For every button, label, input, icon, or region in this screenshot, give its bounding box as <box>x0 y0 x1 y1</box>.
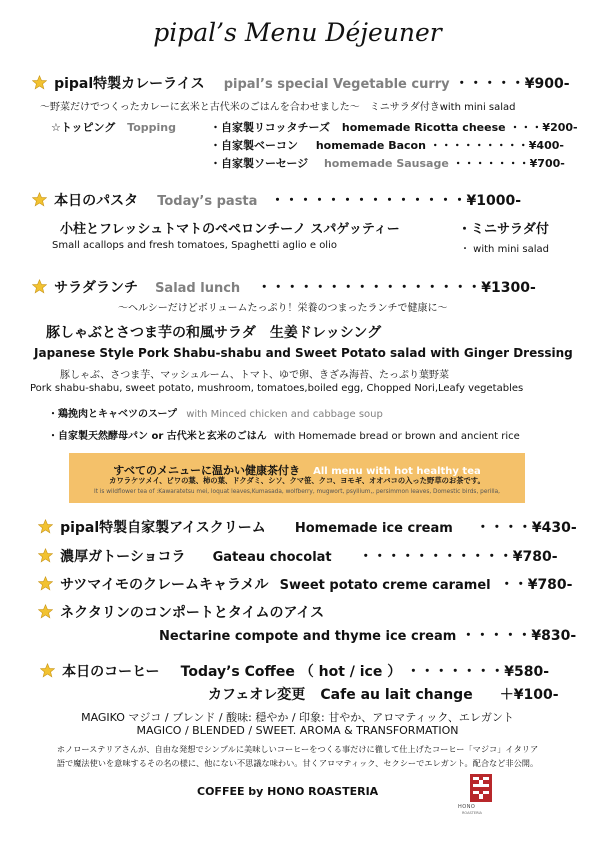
pasta-header <box>32 190 521 210</box>
pasta-price: ・・・・・・・・・・・・・・¥1000- <box>270 193 522 209</box>
hono-roasteria-logo <box>470 774 492 802</box>
dessert-jp: サツマイモのクレームキャラメル <box>60 577 269 593</box>
coffee-price: ・・・・・・・¥580- <box>406 664 550 680</box>
bread-en: with Homemade bread or brown and ancient rice <box>273 431 520 442</box>
salad-header <box>32 277 536 297</box>
topping-label-jp: ☆トッピング <box>51 121 116 134</box>
curry-name-en: pipal’s special Vegetable curry <box>223 77 450 92</box>
salad-bread <box>48 427 520 442</box>
dessert-row <box>38 602 324 622</box>
salad-name-en: Salad lunch <box>155 281 241 296</box>
star-icon <box>32 75 47 90</box>
star-icon <box>32 279 47 294</box>
coffee-desc-1: ホノローステリアさんが、自由な発想でシンプルに美味しいコーヒーをつくる事だけに徹して仕上げたコーヒー「マジコ」イタリア <box>56 744 539 754</box>
tea-notice <box>69 453 525 503</box>
coffee-desc-2: 語で魔法使いを意味するその名の様に、他にない不思議な味わい。甘くアロマティック、セクシーでエレガント。配合など非公開。 <box>56 758 539 768</box>
dessert-jp: pipal特製自家製アイスクリーム <box>60 520 266 536</box>
pasta-note-en: ・ with mini salad <box>460 244 549 255</box>
topping-price: ・・・・・・・¥700- <box>452 157 565 170</box>
tea-notice-en: All menu with hot healthy tea <box>313 466 481 477</box>
cafe-au-lait-row <box>208 684 559 704</box>
menu-title: pipal’s Menu Déjeuner <box>153 18 442 47</box>
pasta-dish-jp: 小柱とフレッシュトマトのペペロンチーノ スパゲッティー <box>60 222 400 237</box>
curry-name-jp: pipal特製カレーライス <box>54 76 205 92</box>
topping-en: homemade Sausage <box>323 157 449 170</box>
coffee-header <box>40 661 549 681</box>
topping-jp: ・自家製ベーコン <box>210 139 298 152</box>
coffee-name-en: Today’s Coffee （ hot / ice ） <box>180 664 402 680</box>
pasta-dish-en: Small acallops and fresh tomatoes, Spaghetti aglio e olio <box>52 240 337 251</box>
pasta-name-en: Today’s pasta <box>157 194 258 209</box>
salad-dish-en: Japanese Style Pork Shabu-shabu and Sweet Potato salad with Ginger Dressing <box>34 346 573 360</box>
cafe-au-lait-en: Cafe au lait change <box>320 687 473 703</box>
dessert-en: Sweet potato creme caramel <box>279 578 491 593</box>
dessert-price: ・・・・¥430- <box>475 520 577 536</box>
blend-jp: MAGIKO マジコ / ブレンド / 酸味: 穏やか / 印象: 甘やか、アロマティック、エレガント <box>81 711 514 724</box>
pasta-name-jp: 本日のパスタ <box>54 193 139 209</box>
tea-notice-jp-detail: カワラケツメイ、ビワの葉、柿の葉、ドクダミ、シソ、クマ笹、クコ、ヨモギ、オオバコの入った野草のお茶です。 <box>109 476 485 485</box>
coffee-credit: COFFEE by HONO ROASTERIA <box>197 785 379 798</box>
topping-jp: ・自家製リコッタチーズ <box>210 121 331 134</box>
dessert-row <box>38 546 558 566</box>
star-icon <box>38 548 53 563</box>
topping-price: ・・・¥200- <box>509 121 578 134</box>
cafe-au-lait-jp: カフェオレ変更 <box>208 687 306 703</box>
blend-en: MAGICO / BLENDED / SWEET. AROMA & TRANSFORMATION <box>136 724 459 737</box>
curry-header <box>32 73 570 93</box>
dessert-row-en <box>159 625 576 645</box>
star-icon <box>40 663 55 678</box>
dessert-row <box>38 574 572 594</box>
tea-notice-jp: すべてのメニューに温かい健康茶付き <box>113 464 301 477</box>
salad-ingredients-jp: 豚しゃぶ、さつま芋、マッシュルーム、トマト、ゆで卵、きざみ海苔、たっぷり葉野菜 <box>60 370 449 381</box>
salad-dish-jp: 豚しゃぶとさつま芋の和風サラダ 生姜ドレッシング <box>46 325 382 341</box>
coffee-name-jp: 本日のコーヒー <box>62 664 160 680</box>
dessert-en: Gateau chocolat <box>212 550 332 565</box>
dessert-row <box>38 517 577 537</box>
logo-sub: ROASTERIA <box>462 811 482 815</box>
topping-row <box>210 137 564 153</box>
logo-label: HONO <box>458 804 476 810</box>
topping-price: ・・・・・・・・・¥400- <box>429 139 564 152</box>
curry-desc: ～野菜だけでつくったカレーに玄米と古代米のごはんを合わせました～ ミニサラダ付きwith mini salad <box>40 102 516 113</box>
dessert-en: Nectarine compote and thyme ice cream <box>159 629 457 644</box>
topping-row <box>210 119 578 135</box>
topping-en: homemade Ricotta cheese <box>341 121 506 134</box>
star-icon <box>38 604 53 619</box>
star-icon <box>38 519 53 534</box>
star-icon <box>32 192 47 207</box>
salad-price: ・・・・・・・・・・・・・・・・¥1300- <box>257 280 536 296</box>
dessert-price: ・・¥780- <box>499 577 573 593</box>
pasta-note-jp: ・ミニサラダ付 <box>458 222 549 237</box>
topping-label <box>51 119 176 135</box>
dessert-price: ・・・・・¥830- <box>461 628 577 644</box>
dessert-price: ・・・・・・・・・・・¥780- <box>358 549 558 565</box>
tea-notice-en-detail: It is wildflower tea of :Kawaratetsu mei, loquat leaves,Kumasada, wolfberry, mugwort, psyllium,, persimmon leaves, Domestic birds, perilla, <box>94 489 500 495</box>
soup-en: with Minced chicken and cabbage soup <box>186 409 383 420</box>
salad-tagline: ～ヘルシーだけどボリュームたっぷり！栄養のつまったランチで健康に～ <box>118 303 448 314</box>
salad-name-jp: サラダランチ <box>54 280 138 296</box>
soup-jp: ・鶏挽肉とキャベツのスープ <box>48 409 177 420</box>
topping-en: homemade Bacon <box>315 139 426 152</box>
curry-price: ・・・・・¥900- <box>454 76 570 92</box>
topping-jp: ・自家製ソーセージ <box>210 157 309 170</box>
dessert-jp: ネクタリンのコンポートとタイムのアイス <box>60 605 325 621</box>
star-icon <box>38 576 53 591</box>
bread-jp: ・自家製天然酵母パン or 古代米と玄米のごはん <box>48 431 267 442</box>
topping-label-en: Topping <box>127 121 176 134</box>
dessert-en: Homemade ice cream <box>294 521 453 536</box>
dessert-jp: 濃厚ガトーショコラ <box>60 549 186 565</box>
topping-row <box>210 155 565 171</box>
salad-ingredients-en: Pork shabu-shabu, sweet potato, mushroom, tomatoes,boiled egg, Chopped Nori,Leafy vegetables <box>30 383 524 394</box>
salad-soup <box>48 405 383 420</box>
cafe-au-lait-price: ＋¥100- <box>499 687 559 703</box>
